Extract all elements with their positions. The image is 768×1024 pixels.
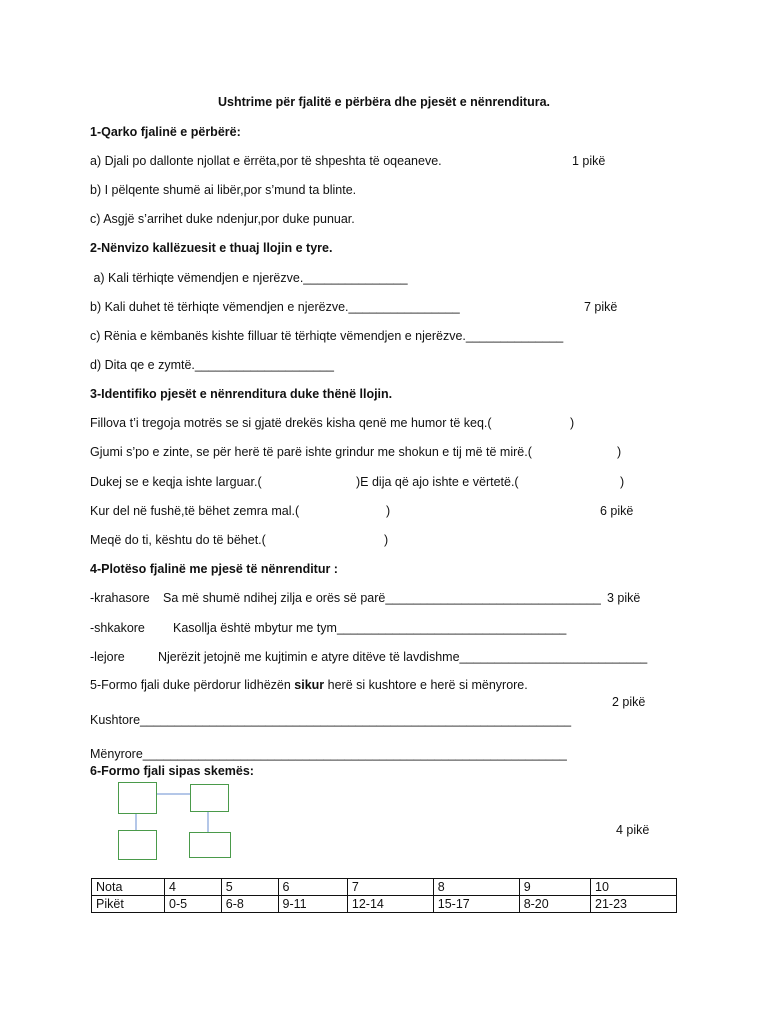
ex1-item-c: c) Asgjë s’arrihet duke ndenjur,por duke punuar. xyxy=(90,212,355,226)
table-cell: 9 xyxy=(519,879,590,896)
ex3-sentence-2-close: ) xyxy=(617,445,622,459)
ex5-kushtore-line: Kushtore______________________________________________________________ xyxy=(90,713,572,727)
ex3-sentence-3b: )E dija që ajo ishte e vërtetë.( xyxy=(356,475,519,489)
ex4-row-3-text: Njerëzit jetojnë me kujtimin e atyre ditëve të lavdishme___________________________ xyxy=(158,650,648,664)
table-cell: 10 xyxy=(591,879,677,896)
table-cell: 8 xyxy=(433,879,519,896)
ex4-row-1-text: Sa më shumë ndihej zilja e orës së parë_______________________________ xyxy=(163,591,601,605)
table-row-piket xyxy=(92,896,677,913)
ex2-item-a: a) Kali tërhiqte vëmendjen e njerëzve._______________ xyxy=(90,271,408,285)
ex3-sentence-2: Gjumi s’po e zinte, se për herë të parë ishte grindur me shokun e tij më të mirë.( xyxy=(90,445,532,459)
table-cell: 21-23 xyxy=(591,896,677,913)
ex2-points: 7 pikë xyxy=(584,300,618,314)
table-cell: 12-14 xyxy=(347,896,433,913)
scheme-box-top-left xyxy=(118,782,157,814)
ex2-heading: 2-Nënvizo kallëzuesit e thuaj llojin e tyre. xyxy=(90,241,333,255)
ex2-item-c: c) Rënia e këmbanës kishte filluar të tërhiqte vëmendjen e njerëzve.______________ xyxy=(90,329,564,343)
table-cell: 15-17 xyxy=(433,896,519,913)
table-cell: 6-8 xyxy=(221,896,278,913)
ex1-points: 1 pikë xyxy=(572,154,606,168)
ex6-points: 4 pikë xyxy=(616,823,650,837)
ex5-menyrore-line: Mënyrore_____________________________________________________________ xyxy=(90,747,567,761)
ex5-heading-post: herë si kushtore e herë si mënyrore. xyxy=(324,678,528,692)
ex4-row-1-label: -krahasore xyxy=(90,591,150,605)
ex3-sentence-1-close: ) xyxy=(570,416,575,430)
ex2-item-b: b) Kali duhet të tërhiqte vëmendjen e njerëzve.________________ xyxy=(90,300,460,314)
table-cell: 5 xyxy=(221,879,278,896)
ex3-sentence-3-close: ) xyxy=(620,475,625,489)
ex4-row-2-text: Kasollja është mbytur me tym_________________________________ xyxy=(173,621,567,635)
ex5-points: 2 pikë xyxy=(612,695,646,709)
table-cell: 0-5 xyxy=(165,896,222,913)
scheme-box-top-right xyxy=(190,784,229,812)
ex3-sentence-1: Fillova t’i tregoja motrës se si gjatë drekës kisha qenë me humor të keq.( xyxy=(90,416,492,430)
table-cell: 6 xyxy=(278,879,347,896)
table-cell: 9-11 xyxy=(278,896,347,913)
sentence-scheme-diagram xyxy=(110,778,250,862)
ex4-row-3-label: -lejore xyxy=(90,650,125,664)
ex5-heading xyxy=(90,677,528,693)
table-cell: 7 xyxy=(347,879,433,896)
ex2-item-d: d) Dita qe e zymtë.____________________ xyxy=(90,358,334,372)
ex3-sentence-4: Kur del në fushë,të bëhet zemra mal.( xyxy=(90,504,300,518)
ex3-sentence-5: Meqë do ti, kështu do të bëhet.( xyxy=(90,533,266,547)
table-cell: 8-20 xyxy=(519,896,590,913)
ex1-item-a: a) Djali po dallonte njollat e ërrëta,por të shpeshta të oqeaneve. xyxy=(90,154,442,168)
table-cell: Pikët xyxy=(92,896,165,913)
ex1-heading: 1-Qarko fjalinë e përbërë: xyxy=(90,125,241,139)
scheme-box-bottom-left xyxy=(118,830,157,860)
ex3-sentence-5-close: ) xyxy=(384,533,389,547)
worksheet-title: Ushtrime për fjalitë e përbëra dhe pjesët e nënrenditura. xyxy=(217,95,551,109)
table-row-nota xyxy=(92,879,677,896)
ex4-heading: 4-Plotëso fjalinë me pjesë të nënrenditur : xyxy=(90,562,338,576)
table-cell: 4 xyxy=(165,879,222,896)
ex3-points: 6 pikë xyxy=(600,504,634,518)
ex5-heading-keyword: sikur xyxy=(294,678,325,692)
ex3-sentence-3a: Dukej se e keqja ishte larguar.( xyxy=(90,475,262,489)
ex3-sentence-4-close: ) xyxy=(386,504,391,518)
ex4-row-2-label: -shkakore xyxy=(90,621,145,635)
ex4-points: 3 pikë xyxy=(607,591,641,605)
ex6-heading: 6-Formo fjali sipas skemës: xyxy=(90,764,254,778)
ex5-heading-pre: 5-Formo fjali duke përdorur lidhëzën xyxy=(90,678,295,692)
scheme-box-bottom-right xyxy=(189,832,231,858)
grading-table xyxy=(91,878,677,913)
table-cell: Nota xyxy=(92,879,165,896)
ex3-heading: 3-Identifiko pjesët e nënrenditura duke thënë llojin. xyxy=(90,387,393,401)
ex1-item-b: b) I pëlqente shumë ai libër,por s’mund ta blinte. xyxy=(90,183,357,197)
